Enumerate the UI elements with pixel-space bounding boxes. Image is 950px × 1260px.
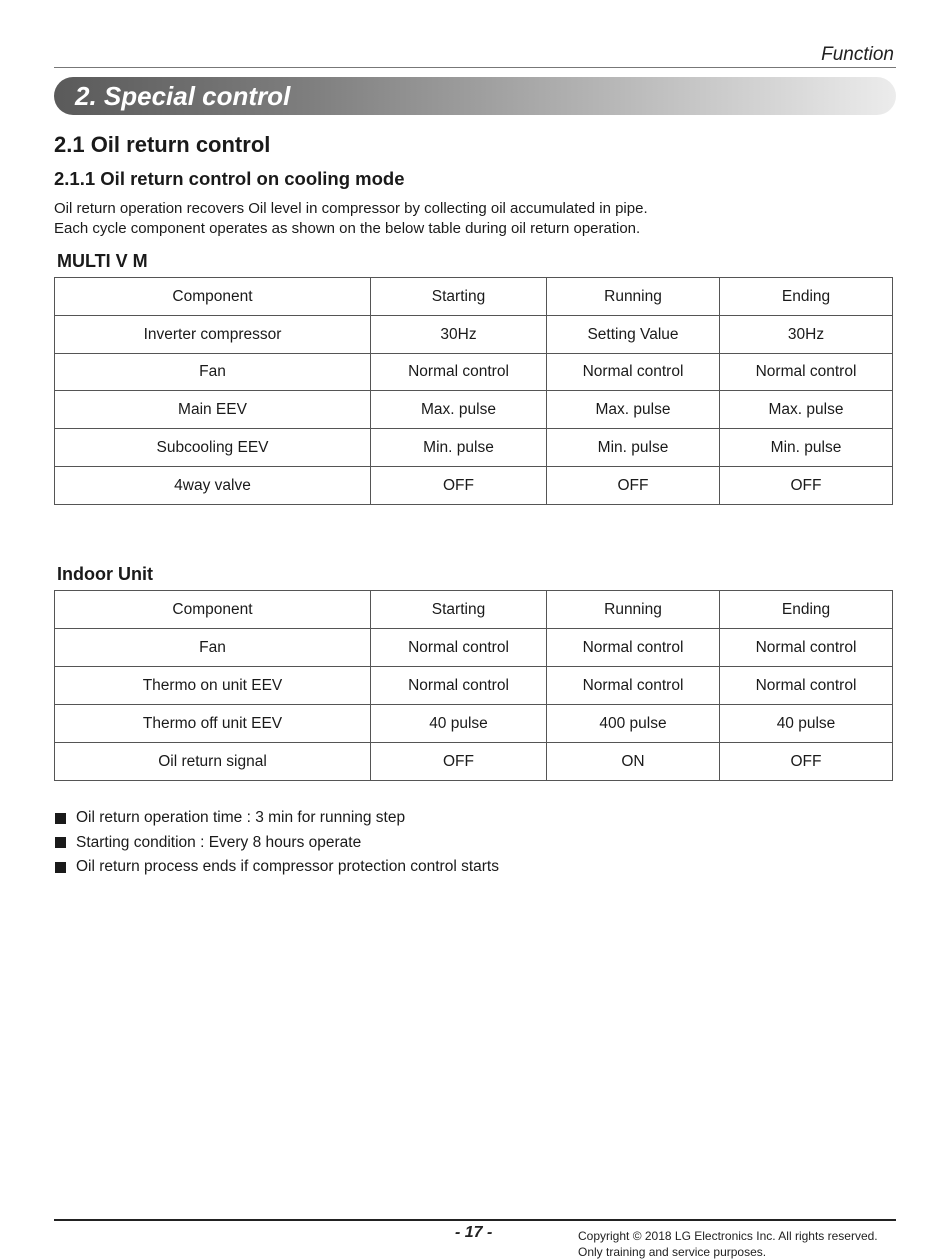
table-cell: Thermo off unit EEV [55,705,371,743]
table-cell: 30Hz [371,316,547,354]
table-cell: 40 pulse [720,705,893,743]
table-cell: OFF [720,467,893,505]
copyright-line: Only training and service purposes. [578,1245,767,1259]
table-cell: Subcooling EEV [55,429,371,467]
table-cell: OFF [371,743,547,781]
table-row [55,391,893,429]
table-row [55,705,893,743]
table-cell: Setting Value [547,316,720,354]
header-divider [54,67,896,68]
intro-line: Each cycle component operates as shown on the below table during oil return operation. [54,220,641,237]
table-cell: Max. pulse [371,391,547,429]
table-row [55,467,893,505]
table-header-cell: Starting [371,591,547,629]
table-cell: 30Hz [720,316,893,354]
indoor-unit-table-title: Indoor Unit [57,564,153,584]
table-cell: 400 pulse [547,705,720,743]
note-text: Starting condition : Every 8 hours operate [76,833,362,851]
table-header-cell: Component [55,591,371,629]
table-cell: Max. pulse [547,391,720,429]
table-cell: OFF [547,467,720,505]
square-bullet-icon [55,862,66,873]
table-row [55,316,893,354]
table-cell: Normal control [547,667,720,705]
table-row [55,743,893,781]
table-cell: Min. pulse [720,429,893,467]
table-header-row [55,278,893,316]
table-cell: Normal control [720,667,893,705]
table-row [55,629,893,667]
table-row [55,429,893,467]
list-item [55,855,499,880]
table-cell: 4way valve [55,467,371,505]
table-cell: ON [547,743,720,781]
section-banner [54,77,896,115]
table-row [55,667,893,705]
table-cell: Normal control [371,354,547,391]
square-bullet-icon [55,837,66,848]
table-header-cell: Ending [720,278,893,316]
table-header-cell: Running [547,278,720,316]
table-cell: Normal control [371,667,547,705]
table-cell: Normal control [720,629,893,667]
table-cell: OFF [720,743,893,781]
table-cell: Normal control [547,629,720,667]
table-cell: Max. pulse [720,391,893,429]
table-cell: Min. pulse [371,429,547,467]
page-subheading: 2.1.1 Oil return control on cooling mode [54,168,405,189]
page-heading: 2.1 Oil return control [54,132,271,157]
table-header-row [55,591,893,629]
note-text: Oil return operation time : 3 min for running step [76,809,406,827]
copyright-line: Copyright © 2018 LG Electronics Inc. All rights reserved. [578,1229,878,1243]
table-cell: Main EEV [55,391,371,429]
table-cell: Inverter compressor [55,316,371,354]
table-cell: Normal control [547,354,720,391]
table-header-cell: Component [55,278,371,316]
table-header-cell: Running [547,591,720,629]
page-number: - 17 - [455,1224,493,1241]
copyright-notice [578,1228,878,1260]
table-cell: Fan [55,354,371,391]
table-cell: OFF [371,467,547,505]
square-bullet-icon [55,813,66,824]
indoor-unit-table [54,590,893,781]
list-item [55,806,499,831]
section-title: 2. Special control [75,81,291,111]
table-cell: Thermo on unit EEV [55,667,371,705]
table-cell: Normal control [371,629,547,667]
table-cell: 40 pulse [371,705,547,743]
table-cell: Min. pulse [547,429,720,467]
intro-paragraph [54,199,648,239]
section-label: Function [821,44,894,65]
note-text: Oil return process ends if compressor protection control starts [76,858,499,876]
table-cell: Fan [55,629,371,667]
table-cell: Normal control [720,354,893,391]
table-row [55,354,893,391]
table-cell: Oil return signal [55,743,371,781]
multi-v-m-table [54,277,893,505]
notes-list [55,806,499,880]
table-header-cell: Starting [371,278,547,316]
multi-v-m-table-title: MULTI V M [57,251,148,271]
list-item [55,831,499,856]
table-header-cell: Ending [720,591,893,629]
footer-divider [54,1219,896,1221]
intro-line: Oil return operation recovers Oil level in compressor by collecting oil accumulated in pipe. [54,200,648,217]
